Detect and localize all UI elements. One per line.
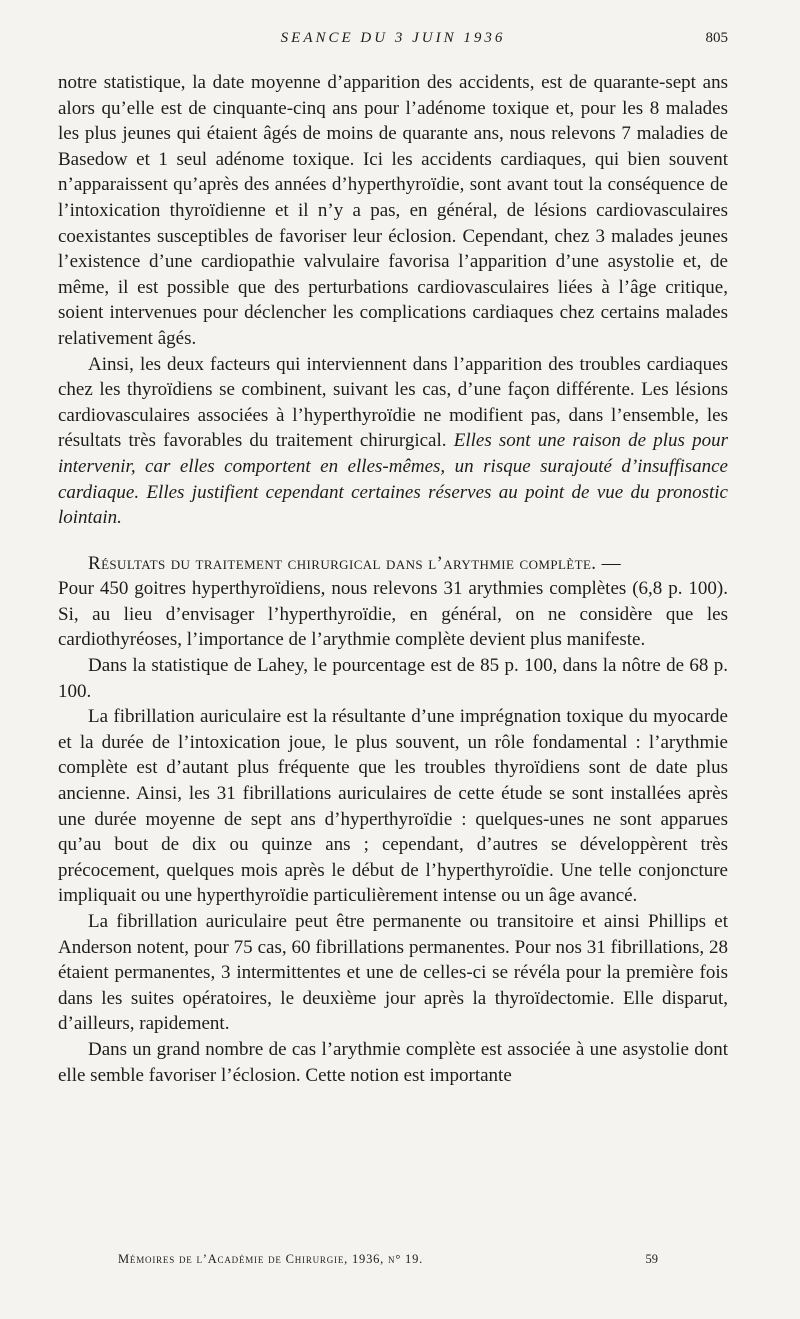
footer-journal: Mémoires de l’Académie de Chirurgie, 1936, n° 19. bbox=[118, 1252, 424, 1266]
paragraph-2 bbox=[58, 352, 728, 531]
paragraph-4: Dans la statistique de Lahey, le pourcentage est de 85 p. 100, dans la nôtre de 68 p. 100. bbox=[58, 655, 728, 702]
page-number: 805 bbox=[705, 30, 728, 46]
paragraph-7: Dans un grand nombre de cas l’arythmie complète est associée à une asystolie dont elle semble favoriser l’éclosion. Cette notion est importante bbox=[58, 1038, 728, 1086]
footer-sheet-number: 59 bbox=[645, 1252, 658, 1266]
paragraph-1: notre statistique, la date moyenne d’apparition des accidents, est de quarante-sept ans alors qu’elle est de cinquante-cinq ans pour l’adénome toxique et, pour les 8 malades les plus jeunes qui étaient âgés de moins de quarante ans, nous relevons 7 maladies de Basedow et 1 seul adénome toxique. Ici les accidents cardiaques, qui bien souvent n’apparaissent qu’après des années d’hyperthyroïdie, sont avant tout la conséquence de l’intoxication thyroïdienne et il n’y a pas, en général, de lésions cardiovasculaires coexistantes susceptibles de favoriser leur éclosion. Cependant, chez 3 malades jeunes l’existence d’une cardiopathie valvulaire favorisa l’apparition d’une asystolie et, de même, il est possible que des perturbations cardiovasculaires liées à l’âge critique, soient intervenues pour déclencher les complications cardiaques chez certains malades relativement âgés. bbox=[58, 72, 728, 349]
paragraph-2-text: Ainsi, les deux facteurs qui interviennent dans l’apparition des troubles cardiaques chez les thyroïdiens se combinent, suivant les cas, d’une façon différente. Les lésions cardiovasculaires associées à l’hyperthyroïdie ne modifient pas, dans l’ensemble, les résultats très favorables du traitement chirurgical. bbox=[58, 353, 728, 452]
paragraph-3: Pour 450 goitres hyperthyroïdiens, nous relevons 31 arythmies complètes (6,8 p. 100). Si, au lieu d’envisager l’hyperthyroïdie, en général, on ne considère que les cardiothyréoses, l’importance de l’arythmie complète devient plus manifeste. bbox=[58, 578, 728, 651]
paragraph-2-italic: Elles sont une raison de plus pour intervenir, car elles comportent en elles-mêmes, un risque surajouté d’insuffisance cardiaque. Elles justifient cependant certaines réserves au point de vue du pronostic lointain. bbox=[58, 430, 728, 529]
section-heading bbox=[58, 551, 728, 577]
paragraph-6: La fibrillation auriculaire peut être permanente ou transitoire et ainsi Phillips et Anderson notent, pour 75 cas, 60 fibrillations permanentes. Pour nos 31 fibrillations, 28 étaient permanentes, 3 intermittentes et une de celles-ci se révéla pour la première fois dans les suites opératoires, le deuxième jour après la thyroïdectomie. Elle disparut, d’ailleurs, rapidement. bbox=[58, 911, 728, 1035]
running-header bbox=[58, 30, 728, 54]
running-title: SEANCE DU 3 JUIN 1936 bbox=[280, 30, 506, 46]
body-text bbox=[58, 70, 728, 1088]
section-heading-text: Résultats du traitement chirurgical dans l’arythmie complète. — bbox=[88, 552, 622, 574]
page-footer bbox=[58, 1252, 728, 1272]
paragraph-5: La fibrillation auriculaire est la résultante d’une imprégnation toxique du myocarde et la durée de l’intoxication joue, le plus souvent, un rôle fondamental : l’arythmie complète est d’autant plus fréquente que les troubles thyroïdiens sont de date plus ancienne. Ainsi, les 31 fibrillations auriculaires de cette étude se sont installées après une durée moyenne de sept ans d’hyperthyroïdie : quelques-unes ne sont apparues qu’au bout de dix ou quinze ans ; cependant, d’autres se développèrent très précocement, quelques mois après le début de l’hyperthyroïdie. Une telle conjoncture impliquait ou une hyperthyroïdie particulièrement intense ou un âge avancé. bbox=[58, 706, 728, 907]
